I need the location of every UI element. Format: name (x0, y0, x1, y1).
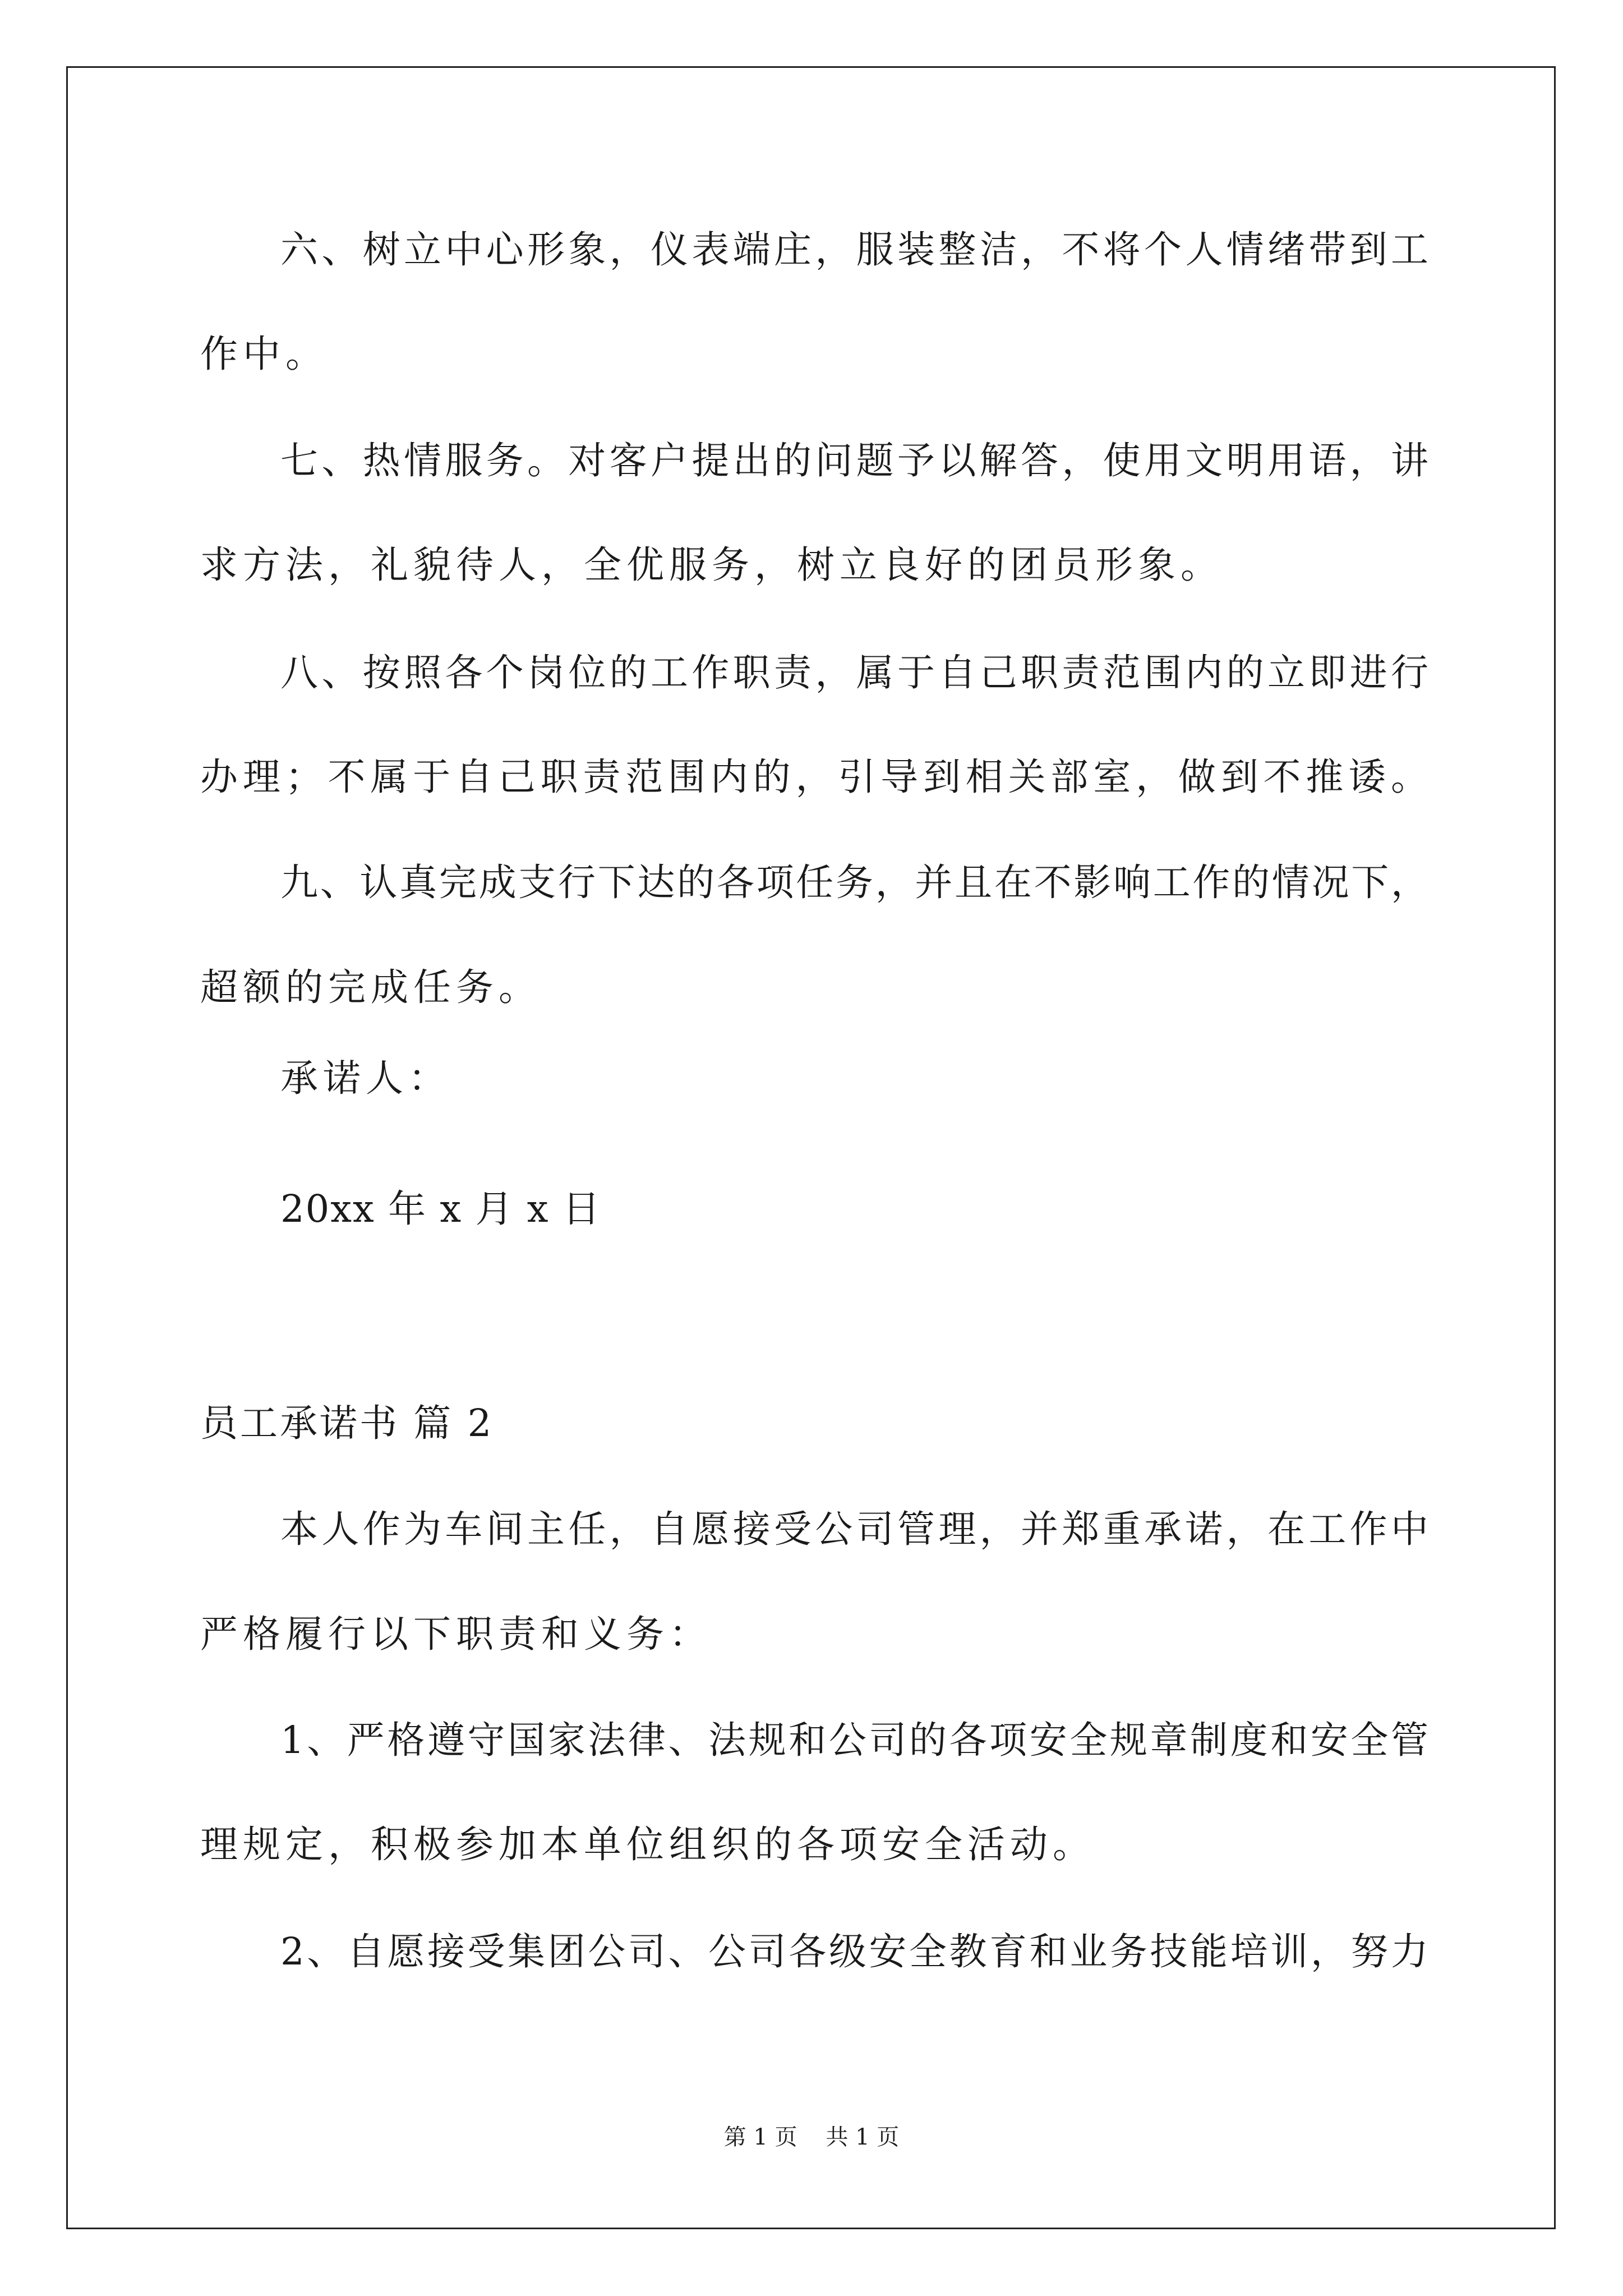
paragraph-8-line-1: 八、按照各个岗位的工作职责，属于自己职责范围内的立即进行 (280, 651, 1428, 694)
intro-line-2: 严格履行以下职责和义务： (200, 1612, 712, 1656)
signature-date: 20xx 年 x 月 x 日 (280, 1187, 601, 1231)
paragraph-8-line-2: 办理；不属于自己职责范围内的，引导到相关部室，做到不推诿。 (200, 755, 1428, 799)
paragraph-7-line-2: 求方法，礼貌待人，全优服务，树立良好的团员形象。 (200, 543, 1223, 587)
item-1-line-1: 1、严格遵守国家法律、法规和公司的各项安全规章制度和安全管 (280, 1718, 1428, 1762)
page-border (66, 66, 1556, 2229)
paragraph-7-line-1: 七、热情服务。对客户提出的问题予以解答，使用文明用语，讲 (280, 439, 1428, 482)
page-footer: 第 1 页 共 1 页 (723, 2124, 900, 2150)
intro-line-1: 本人作为车间主任，自愿接受公司管理，并郑重承诺，在工作中 (280, 1507, 1428, 1551)
paragraph-6-line-2: 作中。 (200, 332, 328, 376)
item-2-line-1: 2、自愿接受集团公司、公司各级安全教育和业务技能培训，努力 (280, 1930, 1428, 1973)
section-title: 员工承诺书 篇 2 (200, 1401, 494, 1445)
item-1-line-2: 理规定，积极参加本单位组织的各项安全活动。 (200, 1823, 1095, 1866)
signatory-label: 承诺人： (280, 1056, 451, 1100)
paragraph-9-line-1: 九、认真完成支行下达的各项任务，并且在不影响工作的情况下， (280, 861, 1428, 904)
paragraph-6-line-1: 六、树立中心形象，仪表端庄，服装整洁，不将个人情绪带到工 (280, 228, 1428, 272)
paragraph-9-line-2: 超额的完成任务。 (200, 965, 541, 1009)
